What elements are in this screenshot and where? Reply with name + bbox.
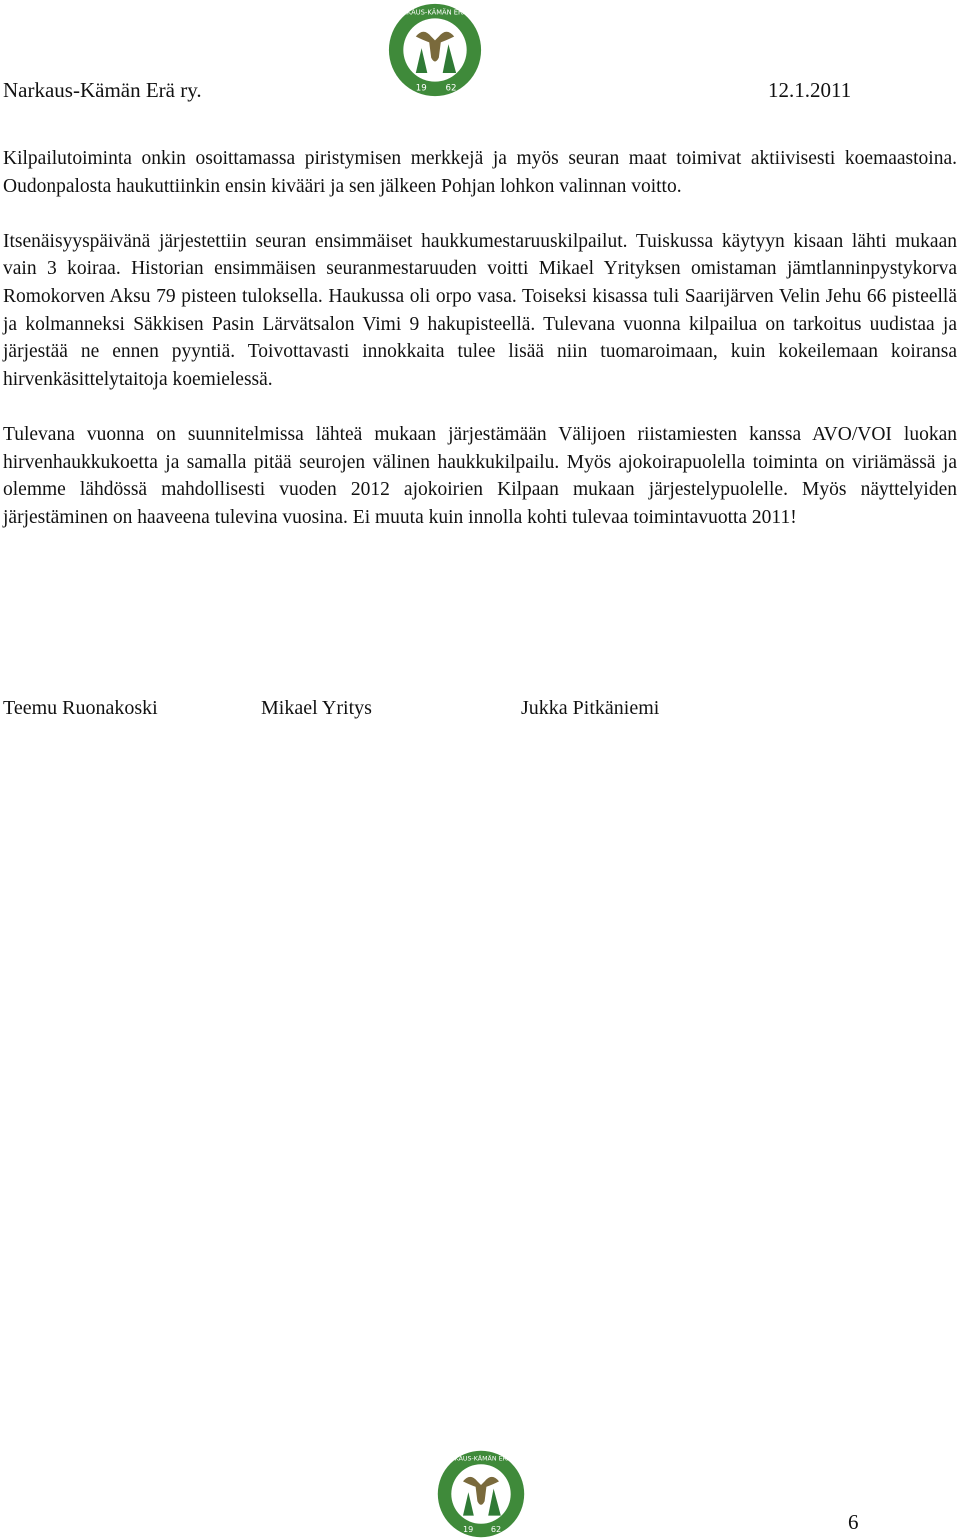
document-date: 12.1.2011 — [768, 78, 852, 102]
logo-year-left: 19 — [463, 1523, 474, 1534]
paragraph-competition: Kilpailutoiminta onkin osoittamassa piristymisen merkkejä ja myös seuran maat toimivat aktiivisesti koemaastoina. Oudonpalosta haukuttiinkin ensin kivääri ja sen jälkeen Pohjan lohkon valinnan voitto. — [3, 148, 957, 197]
logo-ring-text: NARKAUS-KÄMÄN ERÄ RY — [441, 1455, 521, 1463]
logo-year-right: 62 — [490, 1523, 502, 1534]
logo-ring-text: NARKAUS-KÄMÄN ERÄ RY — [392, 8, 478, 17]
document-body — [3, 145, 957, 559]
page-header — [3, 78, 863, 108]
signature-name: Mikael Yritys — [261, 697, 372, 719]
paragraph-championship: Itsenäisyyspäivänä järjestettiin seuran ensimmäiset haukkumestaruuskilpailut. Tuiskussa käytyyn kisaan lähti mukaan vain 3 koiraa. Historian ensimmäisen seuranmestaruuden voitti Mikael Yrityksen omistaman jämtlanninpystykorva Romokorven Aksu 79 pisteen tuloksella. Haukussa oli orpo vasa. Toiseksi kisassa tuli Saarijärven Velin Jehu 66 pisteellä ja kolmanneksi Säkkisen Pasin Lärvätsalon Vimi 9 hakupisteellä. Tulevana vuonna kilpailua on tarkoitus uudistaa ja järjestää ne ennen pyyntiä. Toivottavasti innokkaita tulee lisää niin tuomaroimaan, kuin kokeilemaan koiransa hirvenkäsittelytaitoja koemielessä. — [3, 230, 957, 390]
club-logo-bottom — [436, 1449, 526, 1539]
logo-year-left: 19 — [415, 83, 427, 94]
logo-year-right: 62 — [445, 83, 457, 94]
signature-name: Teemu Ruonakoski — [3, 697, 158, 719]
organization-name: Narkaus-Kämän Erä ry. — [3, 78, 202, 102]
signature-row — [3, 697, 803, 727]
paragraph-plans: Tulevana vuonna on suunnitelmissa lähteä mukaan järjestämään Välijoen riistamiesten kanssa AVO/VOI luokan hirvenhaukkukoetta ja samalla pitää seurojen välinen haukkukilpailu. Myös ajokoirapuolella toiminta on viriämässä ja olemme lähdössä mahdollisesti vuoden 2012 ajokoirien Kilpaan mukaan järjestelypuolelle. Myös näyttelyiden järjestäminen on haaveena tulevina vuosina. Ei muuta kuin innolla kohti tulevaa toimintavuotta 2011! — [3, 423, 957, 528]
signature-name: Jukka Pitkäniemi — [521, 697, 660, 719]
page-number: 6 — [848, 1510, 859, 1534]
